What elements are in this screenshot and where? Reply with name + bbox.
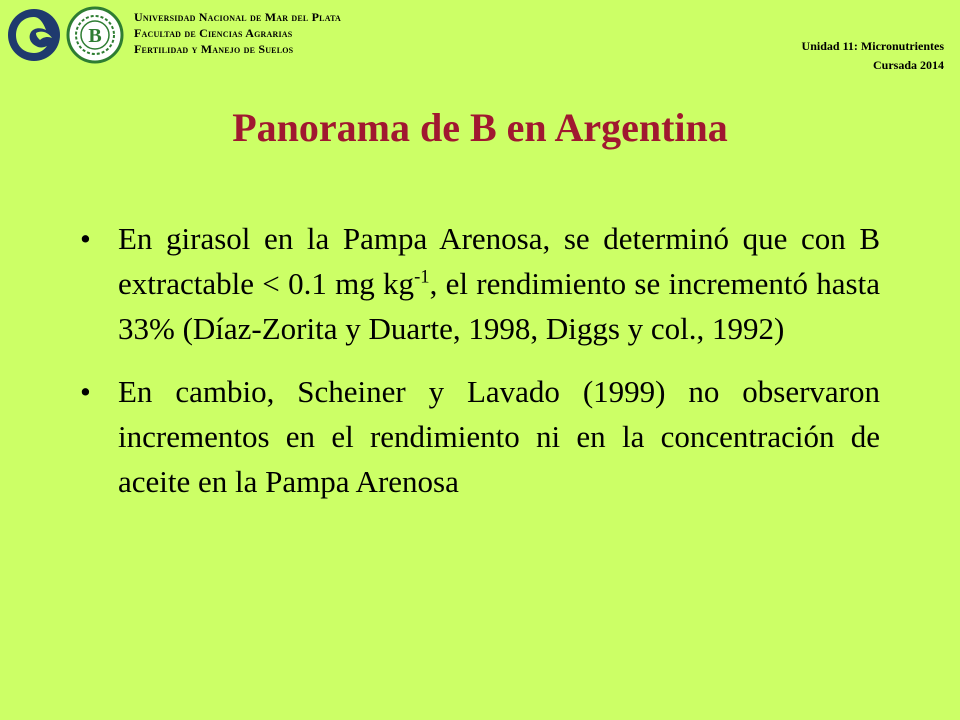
svg-text:B: B [88, 25, 102, 47]
faculty-seal-logo [66, 6, 124, 64]
course-year: Cursada 2014 [872, 58, 944, 72]
university-name: Universidad Nacional de Mar del Plata [134, 10, 342, 24]
bullet-superscript: -1 [414, 266, 430, 288]
faculty-name: Facultad de Ciencias Agrarias [134, 26, 293, 40]
course-info [802, 37, 944, 75]
unit-label: Unidad 11: Micronutrientes [801, 39, 944, 53]
bullet-item [80, 369, 880, 504]
bullet-text-1b: , el rendimiento se incrementó hasta 33% (Díaz-Zorita y Duarte, 1998, Diggs y col., 1992) [118, 266, 880, 346]
bullet-icon: • [80, 374, 91, 409]
university-logo [6, 6, 62, 64]
department-name: Fertilidad y Manejo de Suelos [134, 42, 294, 56]
bullet-list [80, 216, 880, 522]
bullet-item [80, 216, 880, 351]
institution-header [134, 9, 341, 57]
slide-title: Panorama de B en Argentina [232, 105, 728, 150]
bullet-text-2: En cambio, Scheiner y Lavado (1999) no observaron incrementos en el rendimiento ni en la concentración de aceite en la Pampa Arenosa [118, 374, 880, 499]
bullet-icon: • [80, 221, 91, 256]
bullet-text-1a: En girasol en la Pampa Arenosa, se determinó que con B extractable < 0.1 mg kg [118, 221, 880, 301]
